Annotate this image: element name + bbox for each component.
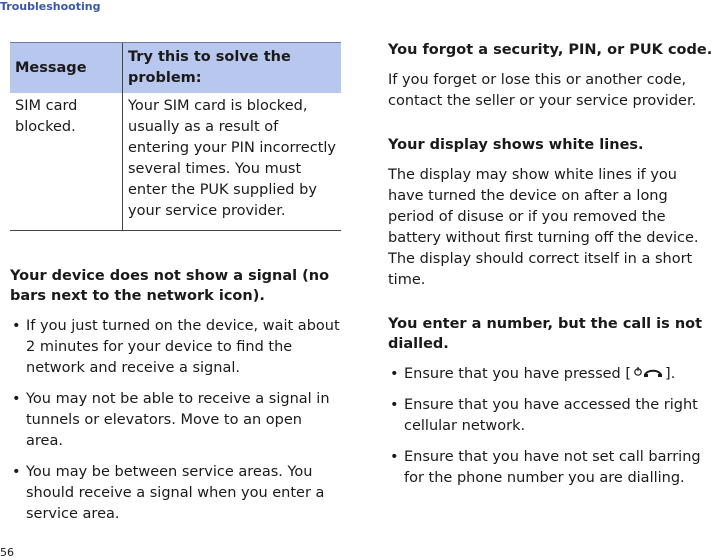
list-item-text-end: ]. xyxy=(665,366,676,382)
bullet-glyph: • xyxy=(390,366,399,382)
table-cell-solution: Your SIM card is blocked, usually as a result of entering your PIN incorrectly several times. You must enter the PUK supplied by your service provider. xyxy=(123,93,342,231)
list-item-text: You may be between service areas. You should receive a signal when you enter a service area. xyxy=(26,464,325,522)
not-dialled-heading: You enter a number, but the call is not dialled. xyxy=(388,316,703,352)
security-code-heading: You forgot a security, PIN, or PUK code. xyxy=(388,42,713,58)
list-item-text: You may not be able to receive a signal in tunnels or elevators. Move to an open area. xyxy=(26,391,330,449)
bullet-glyph: • xyxy=(390,449,399,465)
white-lines-body: The display may show white lines if you have turned the device on after a long period of disuse or if you removed the battery without first turning off the device. The display should correct itself in a short time. xyxy=(388,167,699,288)
list-item xyxy=(10,316,340,379)
left-column xyxy=(10,266,340,525)
bullet-glyph: • xyxy=(12,318,21,334)
list-item xyxy=(388,395,713,437)
section-header: Troubleshooting xyxy=(0,0,101,13)
not-dialled-bullet-list xyxy=(388,364,713,489)
bullet-glyph: • xyxy=(390,397,399,413)
list-item xyxy=(388,364,713,385)
page-number: 56 xyxy=(0,546,14,559)
troubleshooting-table xyxy=(10,42,341,231)
table-header-row xyxy=(10,43,341,94)
bullet-glyph: • xyxy=(12,464,21,480)
white-lines-heading: Your display shows white lines. xyxy=(388,137,644,153)
list-item xyxy=(388,447,713,489)
bullet-glyph: • xyxy=(12,391,21,407)
table-row xyxy=(10,93,341,231)
list-item-text: If you just turned on the device, wait about 2 minutes for your device to find the network and receive a signal. xyxy=(26,318,340,376)
table-cell-message: SIM card blocked. xyxy=(10,93,123,231)
signal-heading: Your device does not show a signal (no bars next to the network icon). xyxy=(10,268,330,304)
list-item-text: Ensure that you have accessed the right cellular network. xyxy=(404,397,698,434)
end-call-power-key-icon xyxy=(631,365,665,379)
right-column xyxy=(388,40,713,489)
list-item xyxy=(10,389,340,452)
list-item xyxy=(10,462,340,525)
list-item-text: Ensure that you have not set call barring for the phone number you are dialling. xyxy=(404,449,701,486)
table-header-solution: Try this to solve the problem: xyxy=(123,43,342,94)
security-code-body: If you forget or lose this or another code, contact the seller or your service provider. xyxy=(388,72,697,109)
list-item-text: Ensure that you have pressed [ xyxy=(404,366,632,382)
table-header-message: Message xyxy=(10,43,123,94)
signal-bullet-list xyxy=(10,316,340,525)
